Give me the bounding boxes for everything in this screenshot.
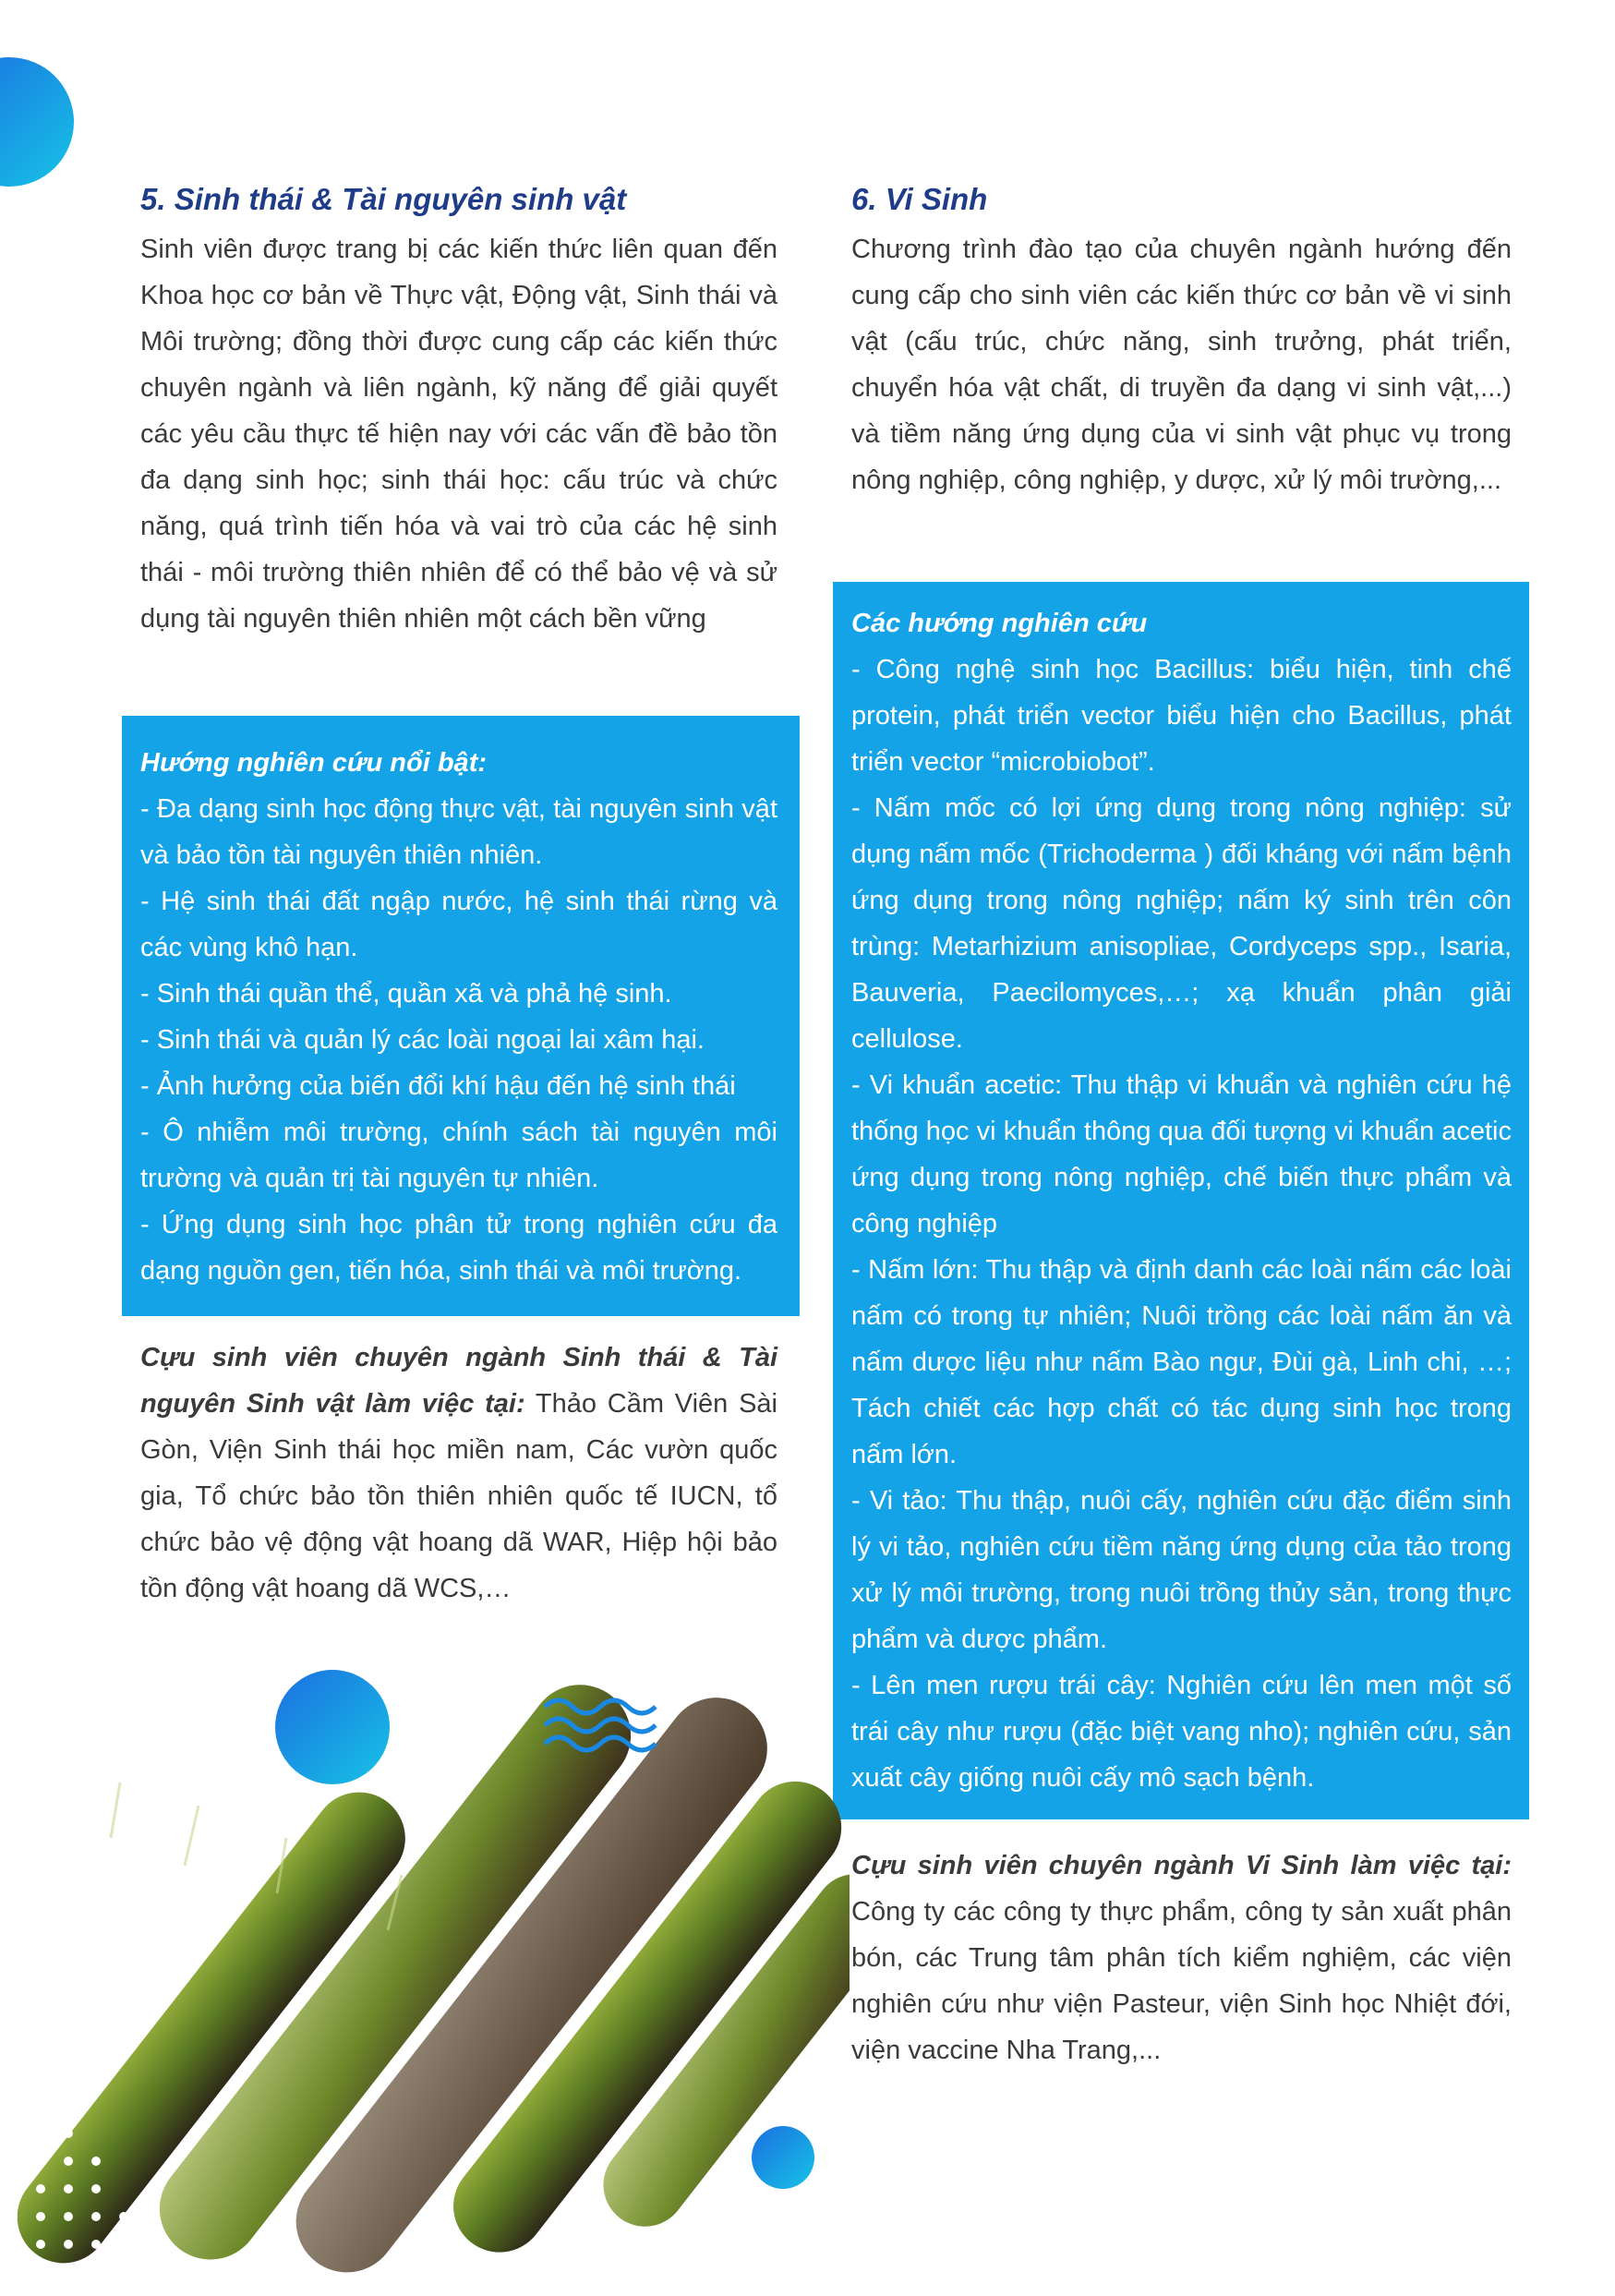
research-item: - Hệ sinh thái đất ngập nước, hệ sinh thái rừng và các vùng khô hạn. [140,887,777,962]
research-box-title: Hướng nghiên cứu nổi bật: [140,748,488,778]
alumni-text: Công ty các công ty thực phẩm, công ty sản xuất phân bón, các Trung tâm phân tích kiểm nghiệm, các viện nghiên cứu như viện Pasteur, viện Sinh học Nhiệt đới, viện vaccine Nha Trang,... [851,1897,1512,2065]
research-item: - Ứng dụng sinh học phân tử trong nghiên cứu đa dạng nguồn gen, tiến hóa, sinh thái và môi trường. [140,1210,777,1286]
research-item: - Lên men rượu trái cây: Nghiên cứu lên men một số trái cây như rượu (đặc biệt vang nho); nghiên cứu, sản xuất cây giống nuôi cấy mô sạch bệnh. [851,1671,1512,1793]
alumni-text: Thảo Cầm Viên Sài Gòn, Viện Sinh thái học miền nam, Các vườn quốc gia, Tổ chức bảo tồn thiên nhiên quốc tế IUCN, tổ chức bảo vệ động vật hoang dã WAR, Hiệp hội bảo tồn động vật hoang dã WCS,… [140,1389,777,1603]
gradient-circle-decoration [0,57,74,187]
alumni-ecology [140,1335,777,1612]
research-box-ecology [122,716,800,1316]
research-item: - Ảnh hưởng của biến đổi khí hậu đến hệ sinh thái [140,1071,736,1101]
section-title-ecology: 5. Sinh thái & Tài nguyên sinh vật [140,182,627,216]
research-item: - Nấm mốc có lợi ứng dụng trong nông nghiệp: sử dụng nấm mốc (Trichoderma ) đối kháng với nấm bệnh ứng dụng trong nông nghiệp; nấm ký sinh trên côn trùng: Metarhizium anisopliae, Cordyceps spp., Isaria, Bauveria, Paecilomyces,…; xạ khuẩn phân giải cellulose. [851,793,1512,1054]
alumni-label: Cựu sinh viên chuyên ngành Vi Sinh làm việc tại: [851,1851,1512,1880]
research-item: - Sinh thái quần thể, quần xã và phả hệ sinh. [140,979,672,1009]
section-title-microbiology: 6. Vi Sinh [851,182,988,216]
gradient-circle-decoration [275,1670,390,1784]
research-item: - Đa dạng sinh học động thực vật, tài nguyên sinh vật và bảo tồn tài nguyên thiên nhiên. [140,794,777,870]
research-item: - Công nghệ sinh học Bacillus: biểu hiện, tinh chế protein, phát triển vector biểu hiện cho Bacillus, phát triển vector “microbiobot”. [851,655,1512,777]
moss-photo-svg [0,1653,850,2291]
gradient-circle-decoration [752,2126,814,2189]
section-paragraph-ecology: Sinh viên được trang bị các kiến thức liên quan đến Khoa học cơ bản về Thực vật, Động vật, Sinh thái và Môi trường; đồng thời được cung cấp các kiến thức chuyên ngành và liên ngành, kỹ năng để giải quyết các yêu cầu thực tế hiện nay với các vấn đề bảo tồn đa dạng sinh học; sinh thái học: cấu trúc và chức năng, quá trình tiến hóa và vai trò của các hệ sinh thái - môi trường thiên nhiên để có thể bảo vệ và sử dụng tài nguyên thiên nhiên một cách bền vững [140,235,777,634]
research-item: - Ô nhiễm môi trường, chính sách tài nguyên môi trường và quản trị tài nguyên tự nhiên. [140,1118,777,1193]
alumni-microbiology [851,1843,1512,2073]
research-item: - Vi khuẩn acetic: Thu thập vi khuẩn và nghiên cứu hệ thống học vi khuẩn thông qua đối tượng vi khuẩn acetic ứng dụng trong nông nghiệp, chế biến thực phẩm và công nghiệp [851,1070,1512,1239]
research-box-microbiology [833,582,1529,1819]
moss-photo-collage [0,1653,850,2291]
research-item: - Sinh thái và quản lý các loài ngoại lai xâm hại. [140,1025,705,1055]
research-item: - Vi tảo: Thu thập, nuôi cấy, nghiên cứu đặc điểm sinh lý vi tảo, nghiên cứu tiềm năng ứng dụng của tảo trong xử lý môi trường, trong nuôi trồng thủy sản, trong thực phẩm và dược phẩm. [851,1486,1512,1654]
research-item: - Nấm lớn: Thu thập và định danh các loài nấm các loài nấm có trong tự nhiên; Nuôi trồng các loài nấm ăn và nấm dược liệu như nấm Bào ngư, Đùi gà, Linh chi, …; Tách chiết các hợp chất có tác dụng sinh học trong nấm lớn. [851,1255,1512,1469]
section-ecology [140,180,777,642]
section-microbiology [851,180,1512,503]
research-box-title: Các hướng nghiên cứu [851,609,1148,638]
alumni-label: Cựu sinh viên chuyên ngành Sinh thái & Tài nguyên Sinh vật làm việc tại: [140,1343,777,1419]
section-paragraph-microbiology: Chương trình đào tạo của chuyên ngành hướng đến cung cấp cho sinh viên các kiến thức cơ bản về vi sinh vật (cấu trúc, chức năng, sinh trưởng, phát triển, chuyển hóa vật chất, di truyền đa dạng vi sinh vật,...) và tiềm năng ứng dụng của vi sinh vật phục vụ trong nông nghiệp, công nghiệp, y dược, xử lý môi trường,... [851,235,1512,495]
